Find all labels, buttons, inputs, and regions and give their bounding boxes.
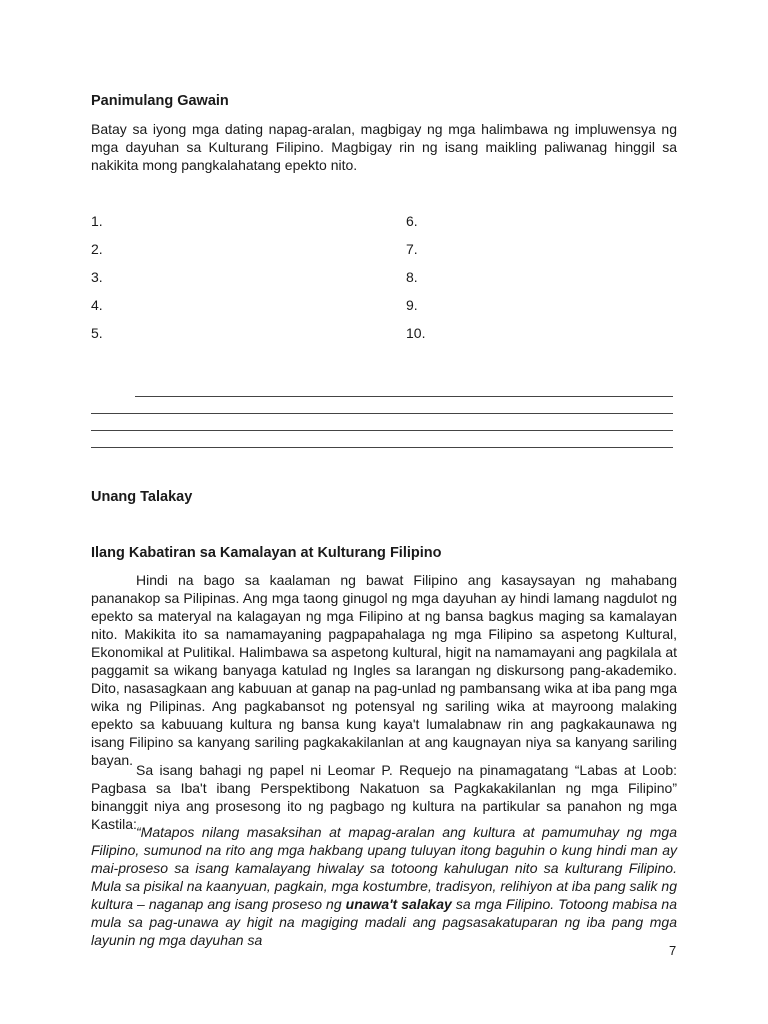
instructions-paragraph: Batay sa iyong mga dating napag-aralan, magbigay ng mga halimbawa ng impluwensya ng mga dayuhan sa Kulturang Filipino. Magbigay rin ng isang maikling paliwanag hinggil sa nakikita mong pangkalahatang epekto nito. [91, 121, 677, 173]
list-item: 3. [91, 269, 103, 285]
block-quote [91, 823, 677, 949]
list-item: 9. [406, 297, 418, 313]
list-item: 5. [91, 325, 103, 341]
list-item: 10. [406, 325, 426, 341]
section-heading-panimulang-gawain: Panimulang Gawain [91, 93, 229, 109]
answer-line [91, 430, 673, 431]
list-item: 1. [91, 213, 103, 229]
answer-line [91, 413, 673, 414]
page-number: 7 [669, 943, 677, 958]
answer-list-right [406, 212, 425, 352]
body-paragraph-2: Sa isang bahagi ng papel ni Leomar P. Requejo na pinamagatang “Labas at Loob: Pagbasa sa Iba't ibang Perspektibong Nakatuon sa Pagkakakilanlan ng mga Filipino” binanggit niya ang prosesong ito ng pagbago ng kultura na partikular sa panahon ng mga Kastila: [91, 762, 677, 832]
list-item: 6. [406, 213, 418, 229]
body-paragraph-1: Hindi na bago sa kaalaman ng bawat Filipino ang kasaysayan ng mahabang pananakop sa Pilipinas. Ang mga taong ginugol ng mga dayuhan ay hindi lamang nagdulot ng epekto sa materyal na kalagayan ng mga Filipino at ng bansa bagkus maging sa kamalayan nito. Makikita ito sa namamayaning pagpapahalaga ng mga Filipino sa aspetong Kultural, Ekonomikal at Pulitikal. Halimbawa sa aspetong kultural, higit na namamayani ang pagkilala at paggamit sa wikang banyaga katulad ng Ingles sa larangan ng diskursong pang-akademiko. Dito, nasasagkaan ang kabuuan at ganap na pag-unlad ng pambansang wika at iba pang mga wika ng Pilipinas. Ang pagkabansot ng potensyal ng sariling wika at mayroong malaking epekto sa kabuuang kultura ng bansa kung kaya't lumalabnaw rin ang pagkakaunawa ng isang Filipino sa kanyang sariling pagkakakilanlan at ang kaugnayan niya sa kanyang sariling bayan. [91, 572, 677, 768]
section-heading-unang-talakay: Unang Talakay [91, 489, 193, 505]
list-item: 7. [406, 241, 418, 257]
answer-line [135, 396, 673, 397]
list-item: 4. [91, 297, 103, 313]
list-item: 8. [406, 269, 418, 285]
answer-list-left [91, 212, 103, 352]
quote-text-end: sa mga Filipino. Totoong mabisa na mula sa pag-unawa ay higit na magiging madali ang pagsasakatuparan ng iba pang mga layunin ng mga dayuhan sa [91, 896, 678, 948]
list-item: 2. [91, 241, 103, 257]
answer-line [91, 447, 673, 448]
quote-text-start: “Matapos nilang masaksihan at mapag-aralan ang kultura at pamumuhay ng mga Filipino, sumunod na rito ang mga hakbang upang tuluyan itong baguhin o kung hindi man ay mai-proseso sa isang kamalayang hiwalay sa totoong kahulugan nito sa kulturang Filipino. Mula sa pisikal na kaanyuan, pagkain, mga kostumbre, tradisyon, relihiyon at iba pang salik ng kultura – naganap ang isang proseso ng [91, 824, 677, 912]
subheading: Ilang Kabatiran sa Kamalayan at Kulturang Filipino [91, 545, 442, 561]
quote-emphasis: unawa't salakay [345, 896, 452, 912]
